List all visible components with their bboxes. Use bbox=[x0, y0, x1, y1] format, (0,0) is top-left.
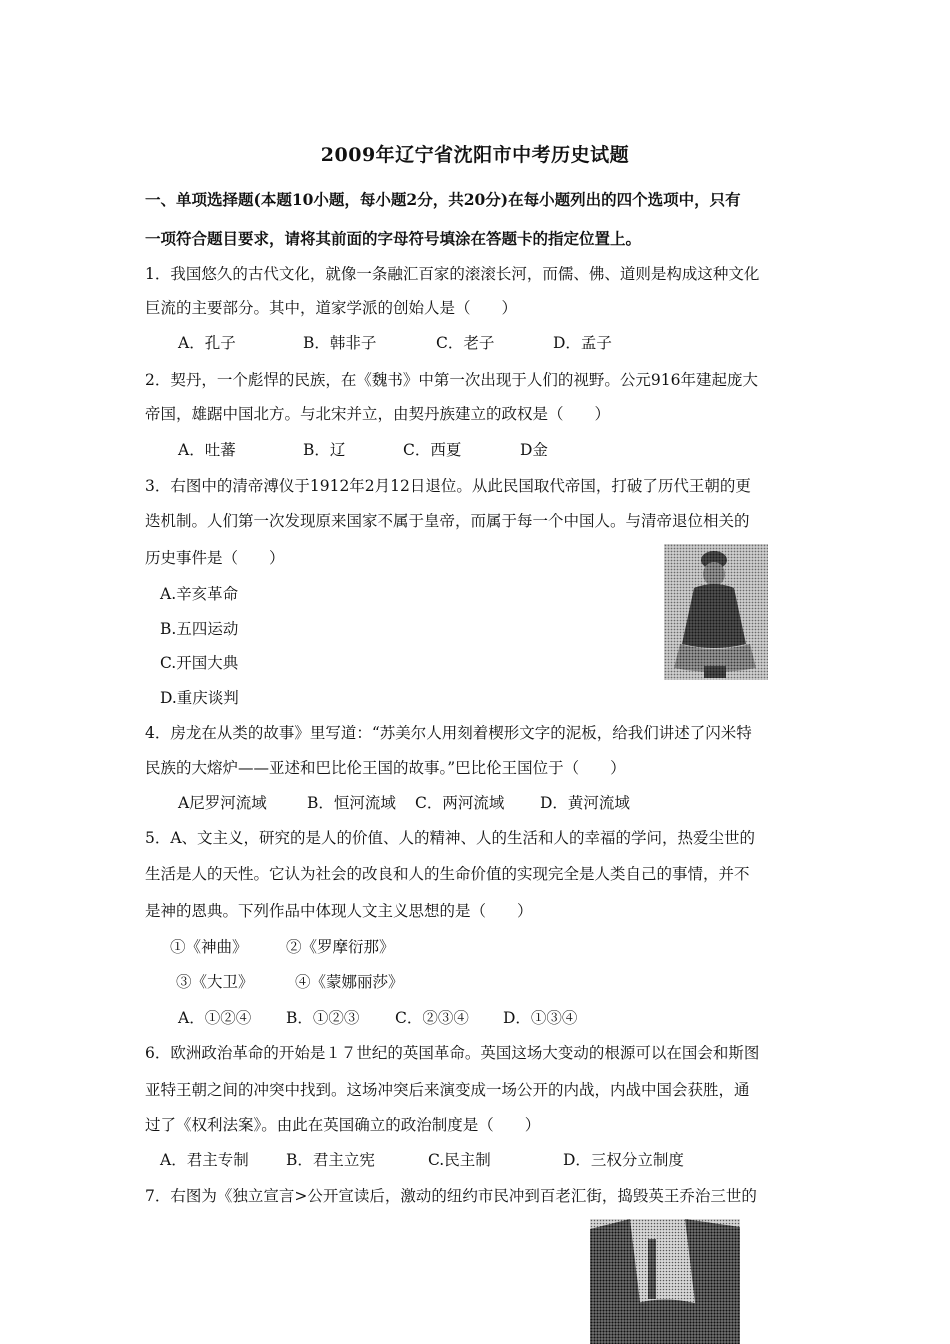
question-6-line-1: 6．欧洲政治革命的开始是１７世纪的英国革命。英国这场大变动的根源可以在国会和斯图 bbox=[145, 1044, 760, 1062]
q3-option-d: D.重庆谈判 bbox=[160, 689, 239, 707]
q2-option-b: B．辽 bbox=[303, 441, 346, 459]
question-3-line-2: 迭机制。人们第一次发现原来国家不属于皇帝，而属于每一个中国人。与清帝退位相关的 bbox=[145, 512, 750, 530]
question-6-line-2: 亚特王朝之间的冲突中找到。这场冲突后来演变成一场公开的内战，内战中国会获胜，通 bbox=[145, 1081, 750, 1099]
question-4-line-2: 民族的大熔炉——亚述和巴比伦王国的故事。”巴比伦王国位于（ ） bbox=[145, 759, 626, 777]
question-1-line-2: 巨流的主要部分。其中，道家学派的创始人是（ ） bbox=[145, 299, 518, 317]
broadway-crowd-photo bbox=[590, 1219, 740, 1344]
q5-option-c: C．②③④ bbox=[395, 1009, 469, 1027]
q4-option-b: B．恒河流域 bbox=[307, 794, 396, 812]
q5-work-3: ③《大卫》 bbox=[176, 973, 254, 991]
q2-option-d: D金 bbox=[520, 441, 548, 459]
q3-option-c: C.开国大典 bbox=[160, 654, 239, 672]
q5-work-4: ④《蒙娜丽莎》 bbox=[295, 973, 404, 991]
q3-option-a: A.辛亥革命 bbox=[160, 585, 239, 603]
q5-option-d: D．①③④ bbox=[503, 1009, 578, 1027]
section-heading-line-2: 一项符合题目要求，请将其前面的字母符号填涂在答题卡的指定位置上。 bbox=[145, 229, 642, 248]
question-2-line-2: 帝国，雄踞中国北方。与北宋并立，由契丹族建立的政权是（ ） bbox=[145, 405, 611, 423]
q2-option-c: C．西夏 bbox=[403, 441, 462, 459]
question-5-line-2: 生活是人的天性。它认为社会的改良和人的生命价值的实现完全是人类自己的事情，并不 bbox=[145, 865, 750, 883]
section-heading-line-1: 一、单项选择题(本题10小题，每小题2分，共20分)在每小题列出的四个选项中，只有 bbox=[145, 190, 741, 209]
q6-option-c: C.民主制 bbox=[428, 1151, 491, 1169]
puyi-photo bbox=[664, 544, 768, 680]
q1-option-c: C．老子 bbox=[436, 334, 495, 352]
question-5-line-3: 是神的恩典。下列作品中体现人文主义思想的是（ ） bbox=[145, 902, 533, 920]
q6-option-d: D．三权分立制度 bbox=[563, 1151, 684, 1169]
q6-option-a: A．君主专制 bbox=[160, 1151, 249, 1169]
q5-work-1: ①《神曲》 bbox=[170, 938, 248, 956]
question-4-line-1: 4．房龙在从类的故事》里写道：“苏美尔人用刻着楔形文字的泥板，给我们讲述了闪米特 bbox=[145, 724, 752, 742]
q1-option-b: B．韩非子 bbox=[303, 334, 377, 352]
question-5-line-1: 5．A、文主义，研究的是人的价值、人的精神、人的生活和人的幸福的学问，热爱尘世的 bbox=[145, 829, 756, 847]
question-2-line-1: 2．契丹，一个彪悍的民族，在《魏书》中第一次出现于人们的视野。公元916年建起庞大 bbox=[145, 371, 758, 389]
q6-option-b: B．君主立宪 bbox=[286, 1151, 375, 1169]
q1-option-a: A．孔子 bbox=[178, 334, 236, 352]
q5-work-2: ②《罗摩衍那》 bbox=[286, 938, 395, 956]
q3-option-b: B.五四运动 bbox=[160, 620, 239, 638]
page-title: 2009年辽宁省沈阳市中考历史试题 bbox=[320, 144, 630, 166]
question-6-line-3: 过了《权利法案》。由此在英国确立的政治制度是（ ） bbox=[145, 1116, 541, 1134]
question-1-line-1: 1．我国悠久的古代文化，就像一条融汇百家的滚滚长河，而儒、佛、道则是构成这种文化 bbox=[145, 265, 760, 283]
q4-option-c: C．两河流域 bbox=[415, 794, 505, 812]
question-3-line-1: 3．右图中的清帝溥仪于1912年2月12日退位。从此民国取代帝国，打破了历代王朝的更 bbox=[145, 477, 751, 495]
q4-option-d: D．黄河流域 bbox=[540, 794, 630, 812]
q2-option-a: A．吐蕃 bbox=[178, 441, 236, 459]
q5-option-b: B．①②③ bbox=[286, 1009, 360, 1027]
q4-option-a: A尼罗河流域 bbox=[178, 794, 267, 812]
q1-option-d: D．孟子 bbox=[553, 334, 612, 352]
question-3-line-3: 历史事件是（ ） bbox=[145, 549, 285, 567]
q5-option-a: A．①②④ bbox=[178, 1009, 252, 1027]
question-7-line-1: 7．右图为《独立宣言>公开宣读后，激动的纽约市民冲到百老汇街，捣毁英王乔治三世的 bbox=[145, 1187, 757, 1205]
